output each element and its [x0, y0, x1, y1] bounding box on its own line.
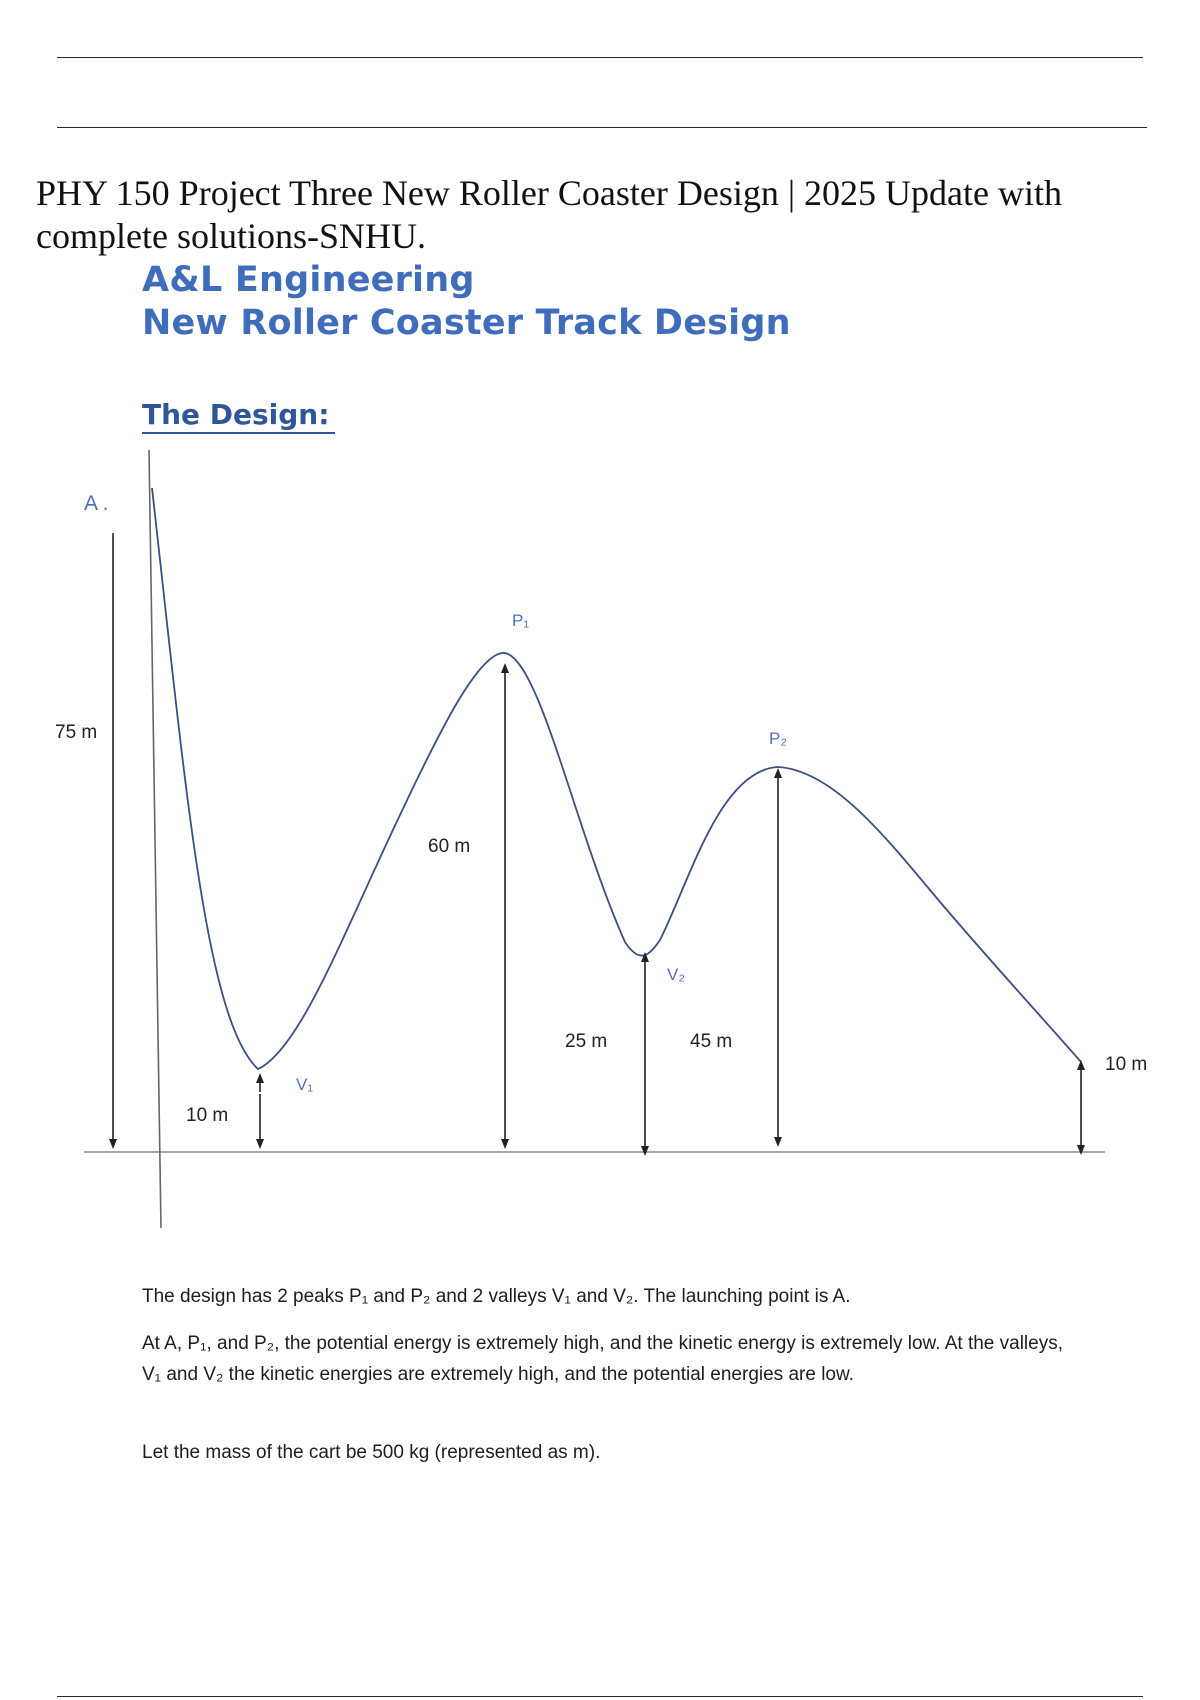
design-description: The design has 2 peaks P₁ and P₂ and 2 valleys V₁ and V₂. The launching point is A.: [142, 1286, 851, 1307]
height-label-a: 75 m: [55, 722, 98, 743]
energy-description: At A, P₁, and P₂, the potential energy is extremely high, and the kinetic energy is extremely low. At the valleys, V₁ and V₂ the kinetic energies are extremely high, and the potential energies are low.: [142, 1333, 1063, 1385]
company-name: A&L Engineering: [142, 260, 475, 300]
label-launch-point: A .: [84, 492, 109, 515]
height-label-v1: 10 m: [186, 1105, 229, 1126]
label-valley-2: V₂: [667, 965, 685, 984]
bottom-rule: [57, 1696, 1143, 1697]
mass-statement: Let the mass of the cart be 500 kg (represented as m).: [142, 1442, 601, 1463]
section-heading: The Design:: [142, 398, 335, 434]
height-label-p2: 45 m: [690, 1031, 733, 1052]
coaster-track: [152, 488, 1081, 1069]
height-label-end: 10 m: [1105, 1054, 1148, 1075]
label-valley-1: V₁: [296, 1075, 314, 1094]
header-rule: [57, 127, 1147, 128]
top-rule: [57, 57, 1143, 58]
height-label-p1: 60 m: [428, 836, 471, 857]
height-label-v2: 25 m: [565, 1031, 608, 1052]
label-peak-1: P₁: [512, 611, 530, 630]
roller-coaster-diagram: [0, 440, 1200, 1240]
document-title: PHY 150 Project Three New Roller Coaster Design | 2025 Update with complete solutions-SNHU.: [36, 173, 1063, 256]
document-subtitle: New Roller Coaster Track Design: [142, 303, 791, 343]
vertical-axis: [149, 450, 161, 1228]
label-peak-2: P₂: [769, 729, 787, 748]
